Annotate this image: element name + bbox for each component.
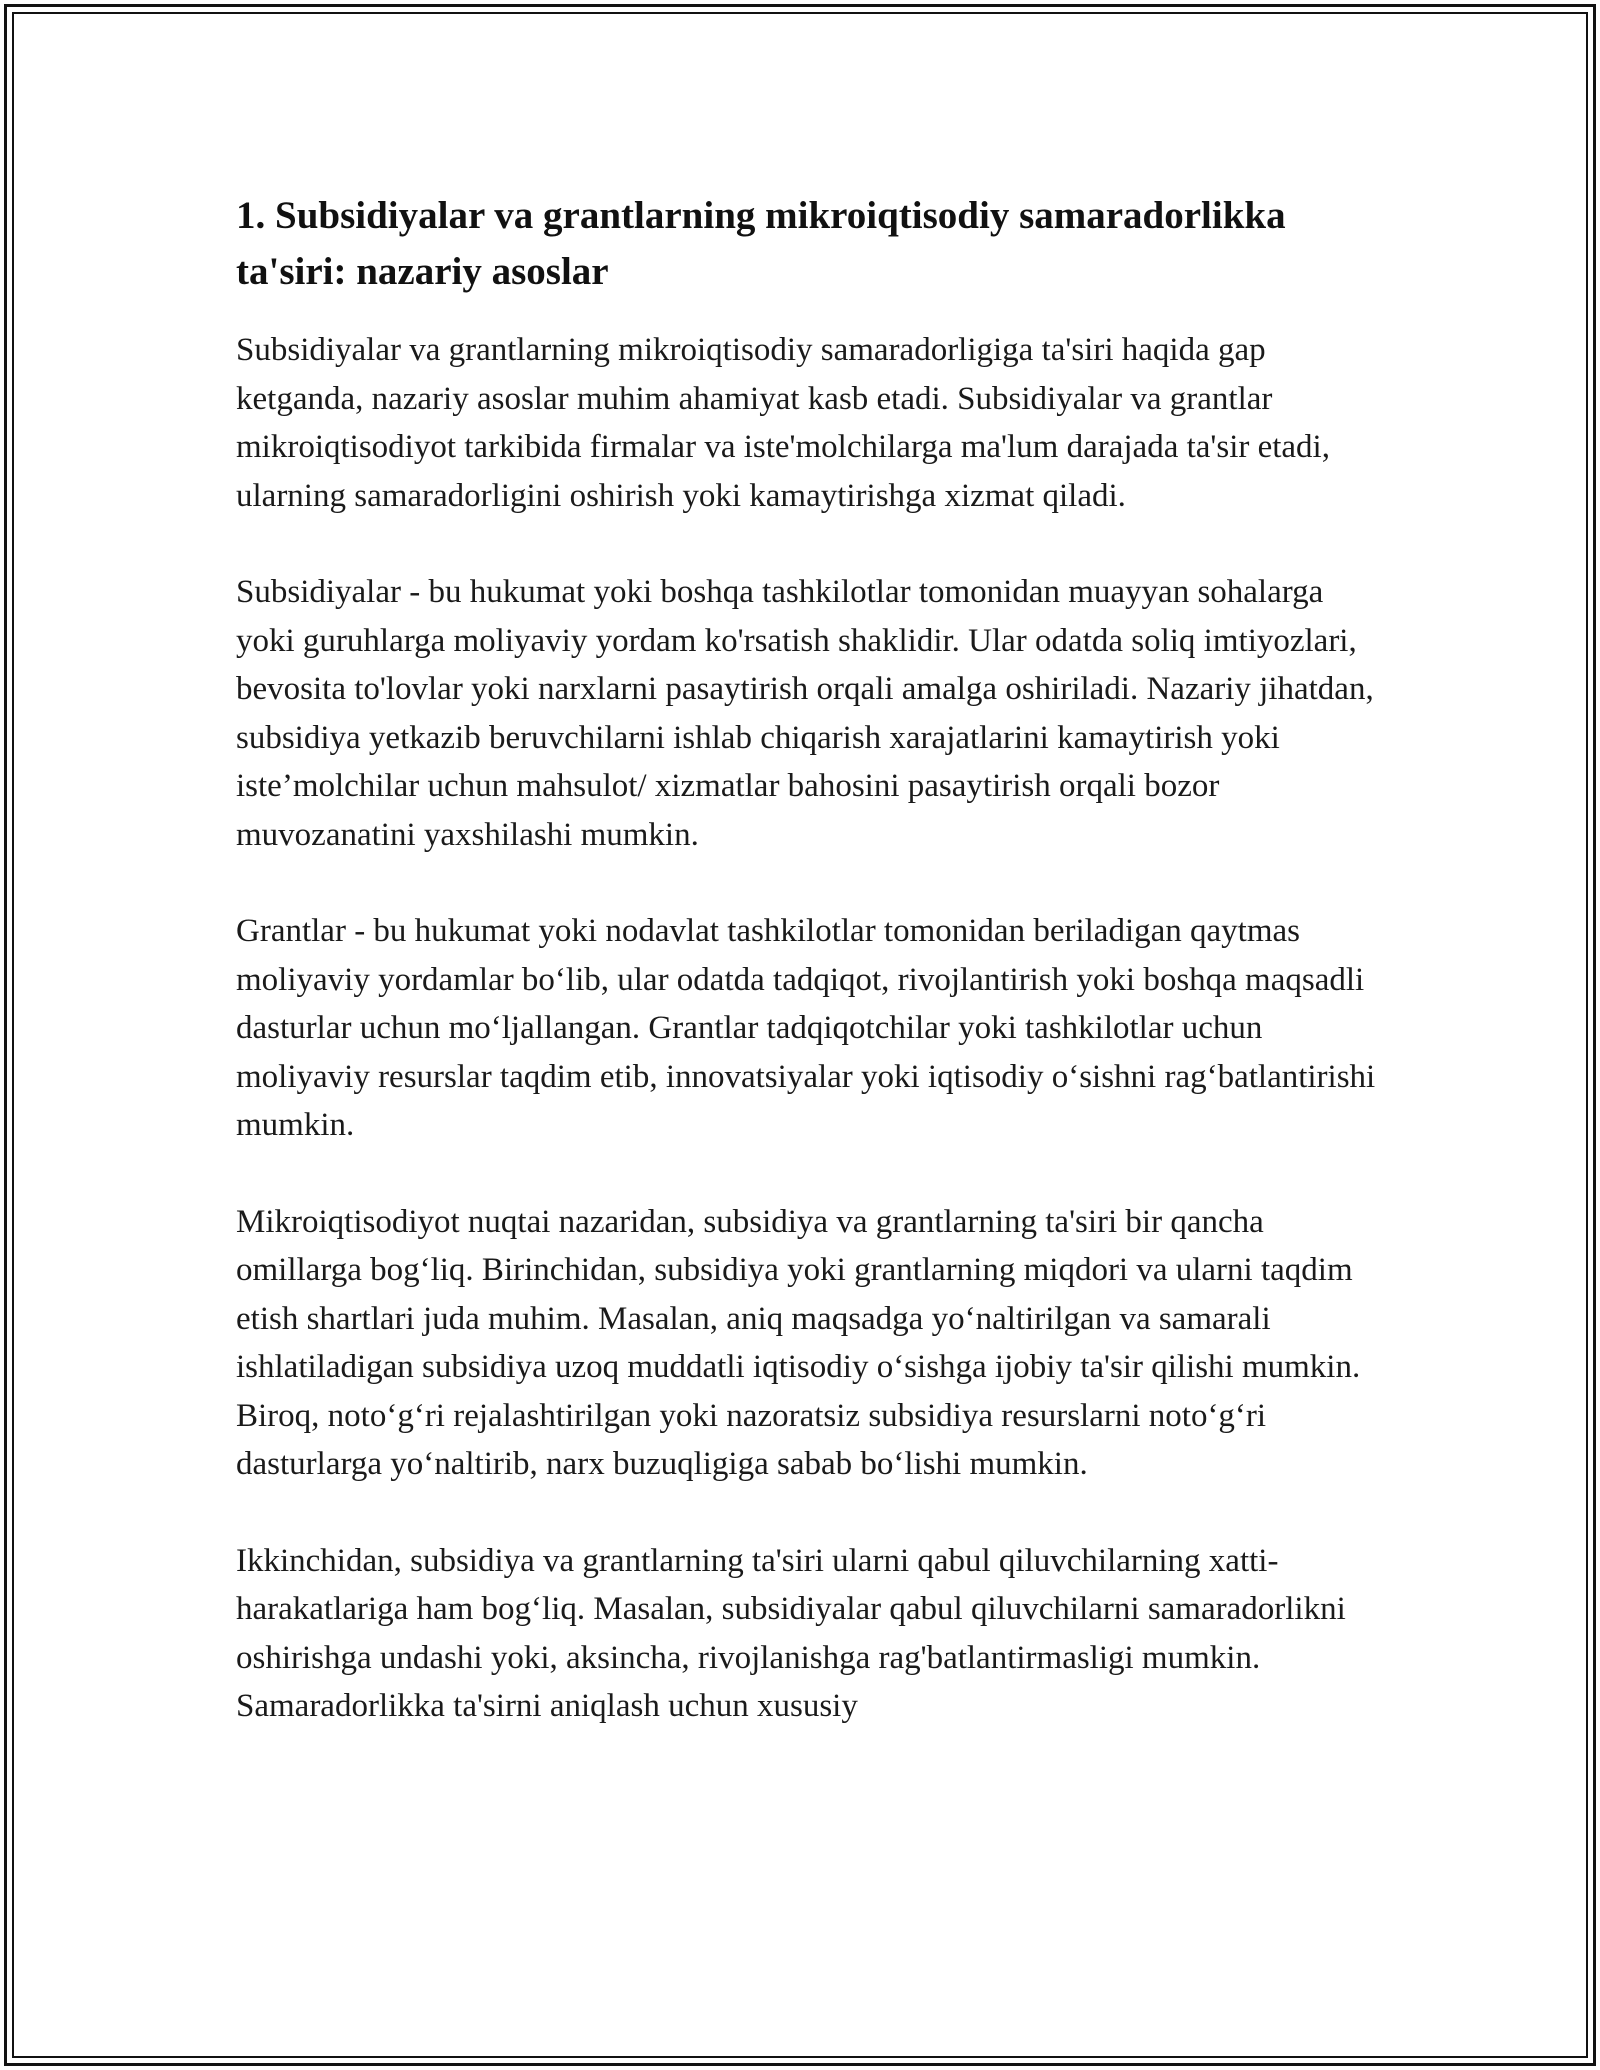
- paragraph-grants: Grantlar - bu hukumat yoki nodavlat tashkilotlar tomonidan beriladigan qaytmas moliyaviy yordamlar bo‘lib, ular odatda tadqiqot, rivojlantirish yoki boshqa maqsadli dasturlar uchun mo‘ljallangan. Grantlar tadqiqotchilar yoki tashkilotlar uchun moliyaviy resurslar taqdim etib, innovatsiyalar yoki iqtisodiy o‘sishni rag‘batlantirishi mumkin.: [236, 913, 1376, 1143]
- paragraph-microeconomics: Mikroiqtisodiyot nuqtai nazaridan, subsidiya va grantlarning ta'siri bir qancha omillarga bog‘liq. Birinchidan, subsidiya yoki grantlarning miqdori va ularni taqdim etish shartlari juda muhim. Masalan, aniq maqsadga yo‘naltirilgan va samarali ishlatiladigan subsidiya uzoq muddatli iqtisodiy o‘sishga ijobiy ta'sir qilishi mumkin. Biroq, noto‘g‘ri rejalashtirilgan yoki nazoratsiz subsidiya resurslarni noto‘g‘ri dasturlarga yo‘naltirib, narx buzuqligiga sabab bo‘lishi mumkin.: [236, 1203, 1361, 1482]
- section-heading: 1. Subsidiyalar va grantlarning mikroiqtisodiy samaradorlikka ta'siri: nazariy asoslar: [236, 194, 1286, 293]
- paragraph-recipients: Ikkinchidan, subsidiya va grantlarning ta'siri ularni qabul qiluvchilarning xatti-harakatlariga ham bog‘liq. Masalan, subsidiyalar qabul qiluvchilarni samaradorlikni oshirishga undashi yoki, aksincha, rivojlanishga rag'batlantirmasligi mumkin. Samaradorlikka ta'sirni aniqlash uchun xususiy: [236, 1542, 1346, 1724]
- paragraph-intro: Subsidiyalar va grantlarning mikroiqtisodiy samaradorligiga ta'siri haqida gap ketganda, nazariy asoslar muhim ahamiyat kasb etadi. Subsidiyalar va grantlar mikroiqtisodiyot tarkibida firmalar va iste'molchilarga ma'lum darajada ta'sir etadi, ularning samaradorligini oshirish yoki kamaytirishga xizmat qiladi.: [236, 332, 1330, 514]
- paragraph-subsidies: Subsidiyalar - bu hukumat yoki boshqa tashkilotlar tomonidan muayyan sohalarga yoki guruhlarga moliyaviy yordam ko'rsatish shaklidir. Ular odatda soliq imtiyozlari, bevosita to'lovlar yoki narxlarni pasaytirish orqali amalga oshiriladi. Nazariy jihatdan, subsidiya yetkazib beruvchilarni ishlab chiqarish xarajatlarini kamaytirish yoki iste’molchilar uchun mahsulot/ xizmatlar bahosini pasaytirish orqali bozor muvozanatini yaxshilashi mumkin.: [236, 574, 1374, 853]
- document-body: [236, 188, 1376, 1779]
